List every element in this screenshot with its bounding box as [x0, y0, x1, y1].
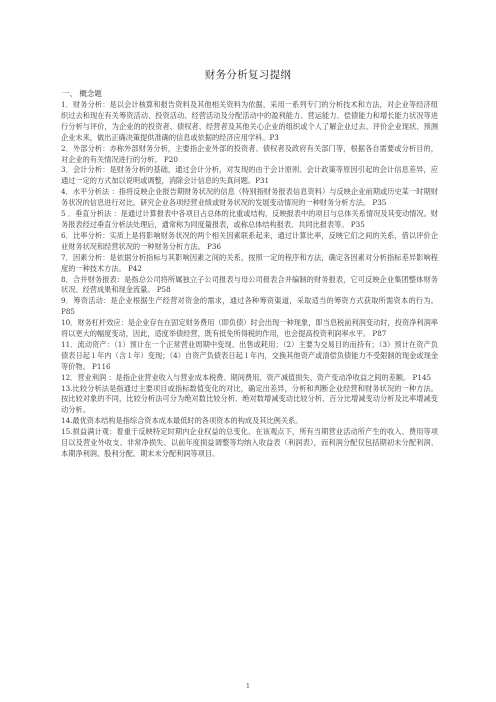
paragraph-5: 5 ．垂直分析法 ：是通过计算报表中各项目占总体的比重或结构，反映报表中的项目与总体关系情况及其变动情况。财务报表经过垂直分析法处理后，通常称为同度量报表，或称总体结构报表、共同比报表等。 P35 — [61, 209, 438, 229]
paragraph-15: 15.损益满计观：着重于反映特定时期内企业权益的总变化。在该观点下，所有当期营业活动所产生的收入、费用等项目以及营业外收支、非常净损失、以前年度损益调整等均纳入收益表（利润表），而利润分配仅包括期初未分配利润、本期净利润、股利分配、期末未分配利润等项目。 — [61, 427, 438, 458]
document-body — [61, 100, 438, 460]
section-heading: 一、 概念题 — [62, 89, 102, 98]
paragraph-2: 2．外部分析：亦称外部财务分析，主要指企业外部的投资者、债权者及政府有关部门等，根据各自需要或分析目的，对企业的有关情况进行的分析。 P20 — [61, 143, 438, 164]
paragraph-11: 11．流动资产：（1）预计在一个正常营业周期中变现、出售或耗用；（2）主要为交易目的而持有；（3）预计在资产负债表日起１年内（含１年）变现；（4）自资产负债表日起１年内，交换其他资产或清偿负债能力不受限制的现金或现金等价物。 P116 — [61, 339, 438, 371]
document-title: 财务分析复习提纲 — [204, 69, 292, 81]
paragraph-6: 6．比率分析：实质上是将影响财务状况的两个相关因素联系起来，通过计算比率，反映它们之间的关系，借以评价企业财务状况和经营状况的一种财务分析方法。 P36 — [61, 230, 438, 251]
paragraph-12: 12．营业利润 ：是指企业营业收入与营业成本税费、期间费用、资产减值损失、资产变动净收益之间的差额。 P145 — [61, 372, 432, 382]
paragraph-13: 13.比较分析法是指通过主要项目或指标数值变化的对比，确定出差异，分析和判断企业经营和财务状况的一种方法。按比较对象的不同，比较分析法可分为绝对数比较分析、绝对数增减变动比较分析、百分比增减变动分析及比率增减变动分析。 — [61, 383, 438, 415]
paragraph-10: 10．财务杠杆效应：是企业存在在固定财务费用（即负债）时会出现一种现象，即当息税前利润变动时，投资净利润率将以更大的幅度变动，因此，适度举债经营，既有抵免所得税的作用，也会提高投资利润率水平。 P87 — [61, 318, 438, 339]
paragraph-4: 4．水平分析法 ：指将反映企业报告期财务状况的信息（特别指财务报表信息资料）与反映企业前期或历史某一时期财务状况的信息进行对比，研究企业各项经营业绩或财务状况的发展变动情况的一种财务分析方法。 P35 — [61, 187, 438, 208]
paragraph-8: 8．合并财务报表：是指总公司将所属独立子公司报表与母公司报表合并编制的财务报表，它可反映企业集团整体财务状况、经营成果和现金流量。 P58 — [61, 274, 438, 295]
paragraph-14: 14.最优资本结构是指综合资本成本最低时的各项资本的构成及其比例关系。 — [61, 416, 303, 426]
page-number: 1 — [245, 682, 251, 690]
paragraph-9: 9．筹资活动：是企业根据生产经营对资金的需求，通过各种筹资渠道，采取适当的筹资方式获取所需资本的行为。 P85 — [61, 296, 438, 317]
paragraph-3: 3．会计分析：是财务分析的基础，通过会计分析，对发现的由于会计原则、会计政策等原因引起的会计信息差异，应通过一定的方式加以说明或调整，消除会计信息的失真问题。P31 — [61, 165, 438, 186]
paragraph-7: 7．因素分析：是依据分析指标与其影响因素之间的关系，按照一定的程序和方法，确定各因素对分析指标差异影响程度的一种技术方法。 P42 — [61, 252, 438, 273]
paragraph-1: 1．财务分析：是以会计核算和报告资料及其他相关资料为依据，采用一系列专门的分析技术和方法，对企业等经济组织过去和现在有关筹资活动、投资活动、经营活动及分配活动中的盈利能力、营运能力、偿债能力和增长能力状况等进行分析与评价，为企业的的投资者、债权者、经营者及其他关心企业的组织或个人了解企业过去、评价企业现状、预测企业未来，做出正确决策提供准确的信息或依据的经济应用学科。P3 — [61, 100, 438, 142]
